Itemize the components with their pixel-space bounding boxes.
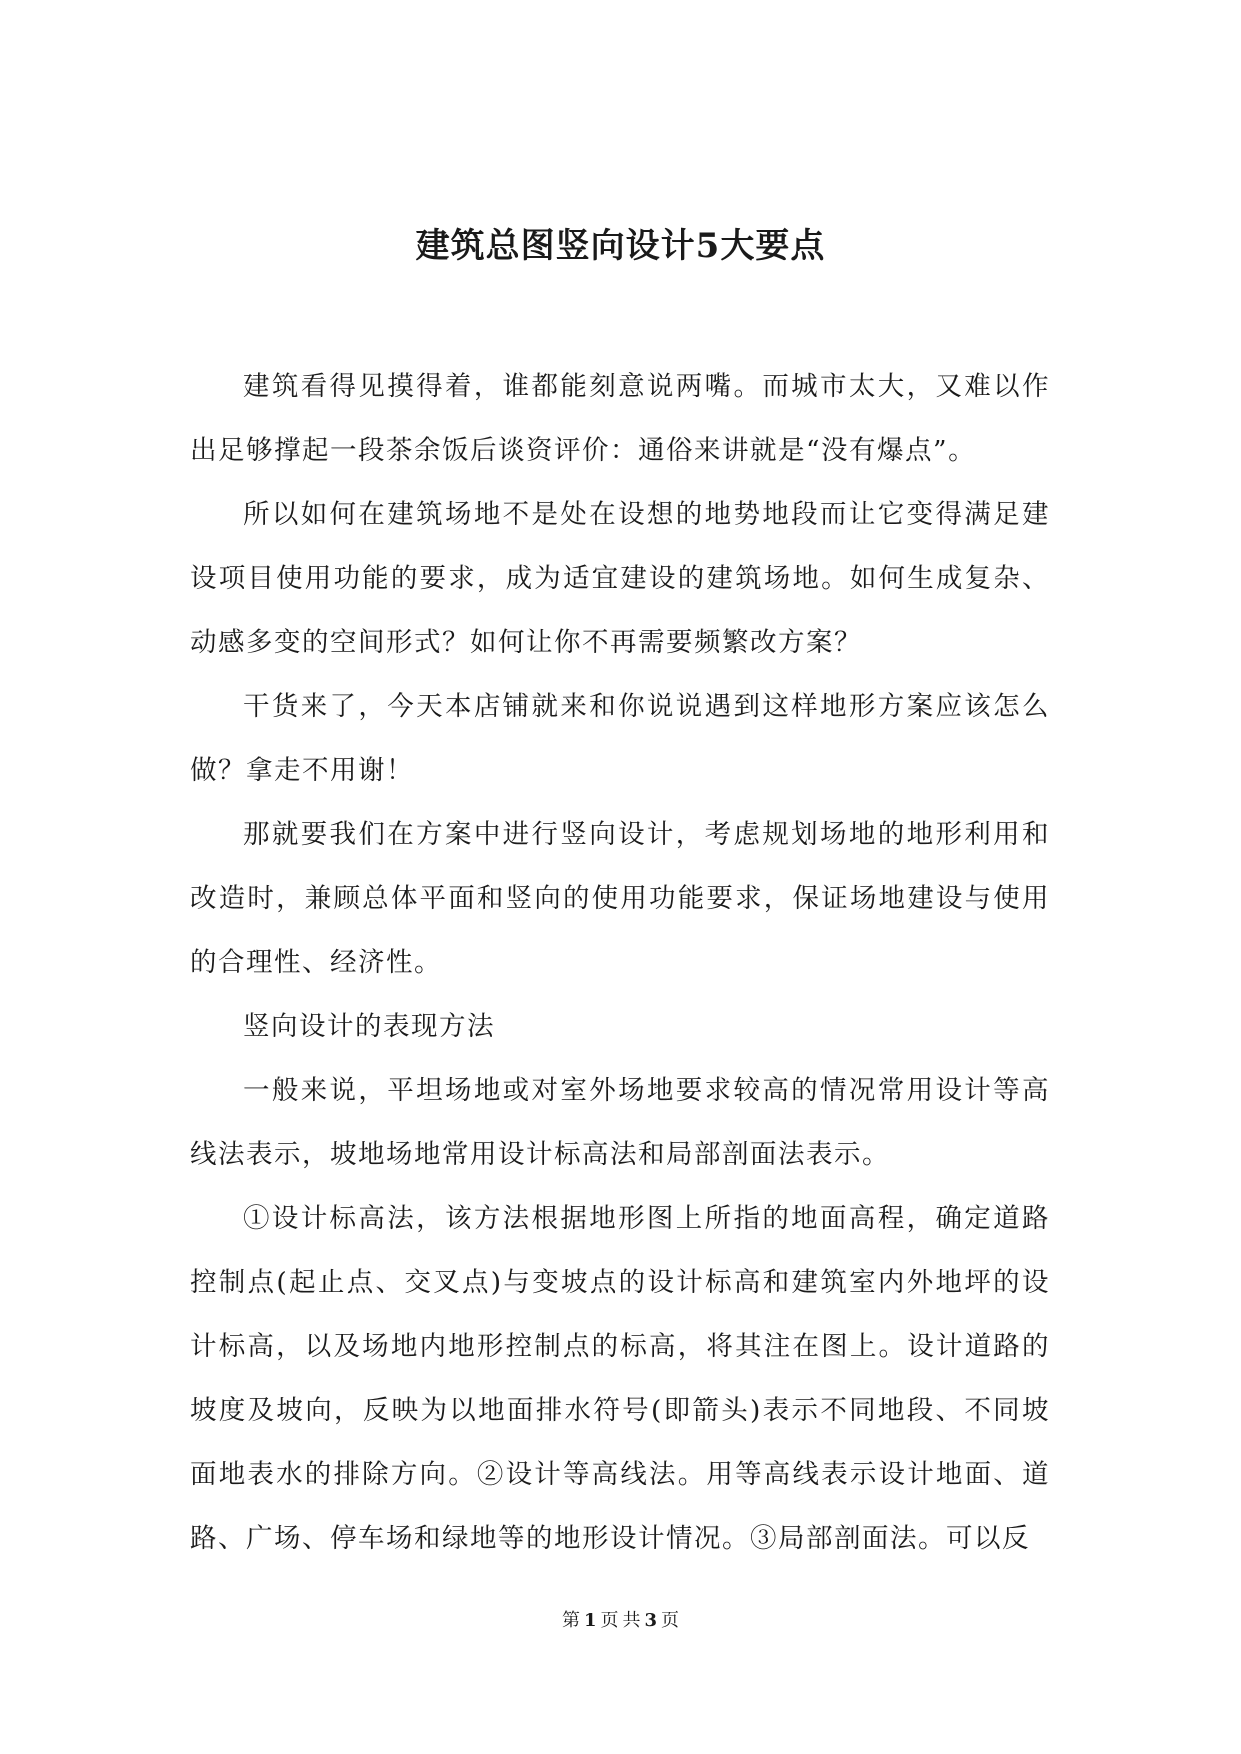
paragraph: 那就要我们在方案中进行竖向设计，考虑规划场地的地形利用和改造时，兼顾总体平面和竖向的使用功能要求，保证场地建设与使用的合理性、经济性。 [190,819,1050,978]
footer-suffix: 页 [661,1610,680,1631]
paragraph: 建筑看得见摸得着，谁都能刻意说两嘴。而城市太大，又难以作出足够撑起一段茶余饭后谈资评价：通俗来讲就是“没有爆点”。 [190,371,1050,466]
paragraph: ①设计标高法，该方法根据地形图上所指的地面高程，确定道路控制点(起止点、交叉点)与变坡点的设计标高和建筑室内外地坪的设计标高，以及场地内地形控制点的标高，将其注在图上。设计道路的坡度及坡向，反映为以地面排水符号(即箭头)表示不同地段、不同坡面地表水的排除方向。②设计等高线法。用等高线表示设计地面、道路、广场、停车场和绿地等的地形设计情况。③局部剖面法。可以反 [190,1203,1050,1554]
document-title: 建筑总图竖向设计5大要点 [415,226,826,266]
page-footer [0,1609,1241,1633]
current-page-number: 1 [583,1610,597,1631]
footer-total-word: 共 [622,1610,641,1631]
section-heading: 竖向设计的表现方法 [243,1011,495,1042]
footer-page-word: 页 [600,1610,619,1631]
paragraph: 所以如何在建筑场地不是处在设想的地势地段而让它变得满足建设项目使用功能的要求，成为适宜建设的建筑场地。如何生成复杂、动感多变的空间形式？如何让你不再需要频繁改方案？ [190,499,1050,658]
paragraph: 干货来了，今天本店铺就来和你说说遇到这样地形方案应该怎么做？拿走不用谢！ [190,691,1050,786]
paragraph: 一般来说，平坦场地或对室外场地要求较高的情况常用设计等高线法表示，坡地场地常用设计标高法和局部剖面法表示。 [190,1075,1050,1170]
document-body [190,355,1050,1571]
total-pages-number: 3 [644,1610,658,1631]
footer-prefix: 第 [561,1610,580,1631]
